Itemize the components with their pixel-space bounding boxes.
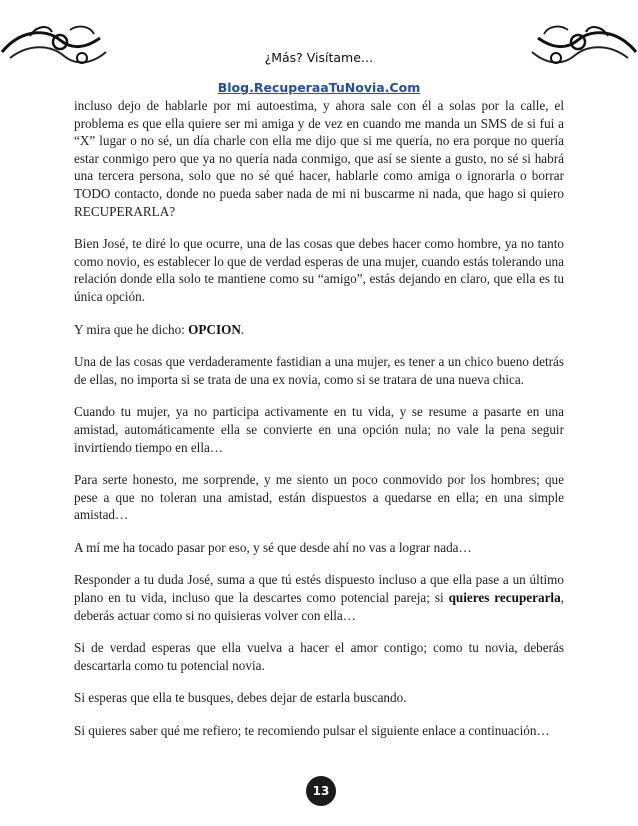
paragraph-text: , deberás actuar como si no quisieras volver con ella… (74, 590, 564, 623)
paragraph: Cuando tu mujer, ya no participa activamente en tu vida, y se resume a pasarte en una amistad, automáticamente ella se convierte en una opción nula; no vale la pena seguir invirtiendo tiempo en ella… (74, 404, 564, 455)
paragraph: Si esperas que ella te busques, debes dejar de estarla buscando. (74, 690, 407, 706)
paragraph: Bien José, te diré lo que ocurre, una de las cosas que debes hacer como hombre, ya no tanto como novio, es establecer lo que de verdad esperas de una mujer, cuando estás tolerando una relación donde ella solo te mantiene como su “amigo”, estás dejando en claro, que ella es tu única opción. (74, 236, 564, 304)
paragraph-text: Y mira que he dicho: (74, 321, 189, 337)
paragraph-text: Responder a tu duda José, suma a que tú estés dispuesto incluso a que ella pase a un último plano en tu vida, incluso que la descartes como potencial pareja; si (74, 572, 564, 606)
header-blog-link[interactable]: Blog.RecuperaaTuNovia.Com (217, 80, 421, 95)
paragraph: Si de verdad esperas que ella vuelva a hacer el amor contigo; como tu novia, deberás descartarla como tu potencial novia. (74, 640, 564, 673)
emphasis-text: quieres recuperarla (448, 590, 561, 606)
paragraph: Una de las cosas que verdaderamente fastidian a una mujer, es tener a un chico bueno detrás de ellas, no importa si se trata de una ex novia, como si se tratara de una nueva chica. (74, 354, 564, 387)
paragraph-text: . (240, 321, 245, 337)
body-text (74, 97, 564, 755)
flourish-ornament-left-icon (0, 22, 110, 74)
paragraph (74, 571, 564, 624)
flourish-ornament-right-icon (528, 22, 638, 74)
header-tagline: ¿Más? Visítame… (264, 50, 374, 65)
paragraph: Para serte honesto, me sorprende, y me siento un poco conmovido por los hombres; que pese a que no toleran una amistad, están dispuestos a quedarse en ella; en una simple amistad… (74, 472, 564, 523)
paragraph (74, 321, 564, 339)
page-number-badge: 13 (306, 776, 336, 806)
paragraph: Si quieres saber qué me refiero; te recomiendo pulsar el siguiente enlace a continuación… (74, 723, 550, 739)
paragraph: incluso dejo de hablarle por mi autoestima, y ahora sale con él a solas por la calle, el problema es que ella quiere ser mi amiga y de vez en cuando me manda un SMS de si fui a “X” lugar o no sé, un día charle con ella me dijo que si me quería, no era porque no quería estar conmigo pero que ya no quería nada conmigo, que así se siente a gusto, no sé si habrá una tercera persona, solo que no sé qué hacer, hablarle como amiga o ignorarla o borrar TODO contacto, donde no pueda saber nada de mi ni buscarme ni nada, que hago si quiero RECUPERARLA? (74, 98, 564, 219)
paragraph: A mí me ha tocado pasar por eso, y sé que desde ahí no vas a lograr nada… (74, 539, 472, 555)
emphasis-text: OPCION (188, 321, 241, 337)
